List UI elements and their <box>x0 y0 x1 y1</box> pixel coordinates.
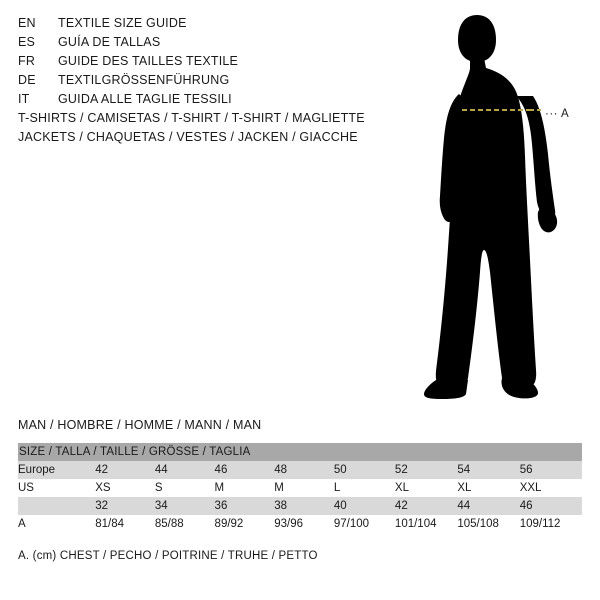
cell-value: 46 <box>520 497 582 515</box>
cell-value: 34 <box>155 497 215 515</box>
cell-value: 40 <box>334 497 395 515</box>
table-row <box>18 461 582 479</box>
cell-value: 38 <box>274 497 334 515</box>
cell-value: 52 <box>395 461 457 479</box>
language-title: GUIDA ALLE TAGLIE TESSILI <box>58 92 232 106</box>
language-code: ES <box>18 35 36 49</box>
cell-value: 93/96 <box>274 515 334 533</box>
silhouette-svg <box>400 10 590 400</box>
cell-value: XL <box>457 479 519 497</box>
language-title: TEXTILGRÖSSENFÜHRUNG <box>58 73 230 87</box>
cell-value: 105/108 <box>457 515 519 533</box>
language-row <box>18 16 378 35</box>
measure-label-a: ··· A <box>545 108 570 120</box>
cell-value: XS <box>95 479 155 497</box>
cell-value: 81/84 <box>95 515 155 533</box>
category-block <box>18 111 365 149</box>
language-code: FR <box>18 54 36 68</box>
cell-value: 46 <box>215 461 275 479</box>
cell-value: 32 <box>95 497 155 515</box>
table-row <box>18 497 582 515</box>
language-row <box>18 54 378 73</box>
row-label: Europe <box>18 461 95 479</box>
cell-value: 50 <box>334 461 395 479</box>
language-row <box>18 92 378 111</box>
cell-value: M <box>274 479 334 497</box>
language-row <box>18 73 378 92</box>
row-label <box>18 497 95 515</box>
cell-value: 42 <box>395 497 457 515</box>
table-header-row <box>18 443 582 461</box>
language-row <box>18 35 378 54</box>
cell-value: 42 <box>95 461 155 479</box>
category-line-jackets: JACKETS / CHAQUETAS / VESTES / JACKEN / GIACCHE <box>18 130 358 144</box>
language-code: DE <box>18 73 36 87</box>
cell-value: 48 <box>274 461 334 479</box>
language-title: GUÍA DE TALLAS <box>58 35 161 49</box>
cell-value: 101/104 <box>395 515 457 533</box>
cell-value: 97/100 <box>334 515 395 533</box>
table-title-man: MAN / HOMBRE / HOMME / MANN / MAN <box>18 418 262 432</box>
cell-value: 109/112 <box>520 515 582 533</box>
language-code: IT <box>18 92 30 106</box>
size-table <box>18 443 582 533</box>
table-row <box>18 515 582 533</box>
cell-value: M <box>215 479 275 497</box>
cell-value: 44 <box>155 461 215 479</box>
category-line-tshirts: T-SHIRTS / CAMISETAS / T-SHIRT / T-SHIRT / MAGLIETTE <box>18 111 365 125</box>
table-header-label: SIZE / TALLA / TAILLE / GRÖSSE / TAGLIA <box>19 446 251 458</box>
cell-value: 44 <box>457 497 519 515</box>
cell-value: XXL <box>520 479 582 497</box>
table-row <box>18 479 582 497</box>
language-title: GUIDE DES TAILLES TEXTILE <box>58 54 239 68</box>
language-header-block <box>18 16 378 111</box>
cell-value: L <box>334 479 395 497</box>
row-label: US <box>18 479 95 497</box>
language-title: TEXTILE SIZE GUIDE <box>58 16 187 30</box>
language-code: EN <box>18 16 36 30</box>
cell-value: 36 <box>215 497 275 515</box>
cell-value: XL <box>395 479 457 497</box>
cell-value: 85/88 <box>155 515 215 533</box>
cell-value: 89/92 <box>215 515 275 533</box>
row-label: A <box>18 515 95 533</box>
table-footnote: A. (cm) CHEST / PECHO / POITRINE / TRUHE / PETTO <box>18 550 318 562</box>
cell-value: S <box>155 479 215 497</box>
cell-value: 56 <box>520 461 582 479</box>
male-silhouette-figure <box>400 10 590 400</box>
cell-value: 54 <box>457 461 519 479</box>
